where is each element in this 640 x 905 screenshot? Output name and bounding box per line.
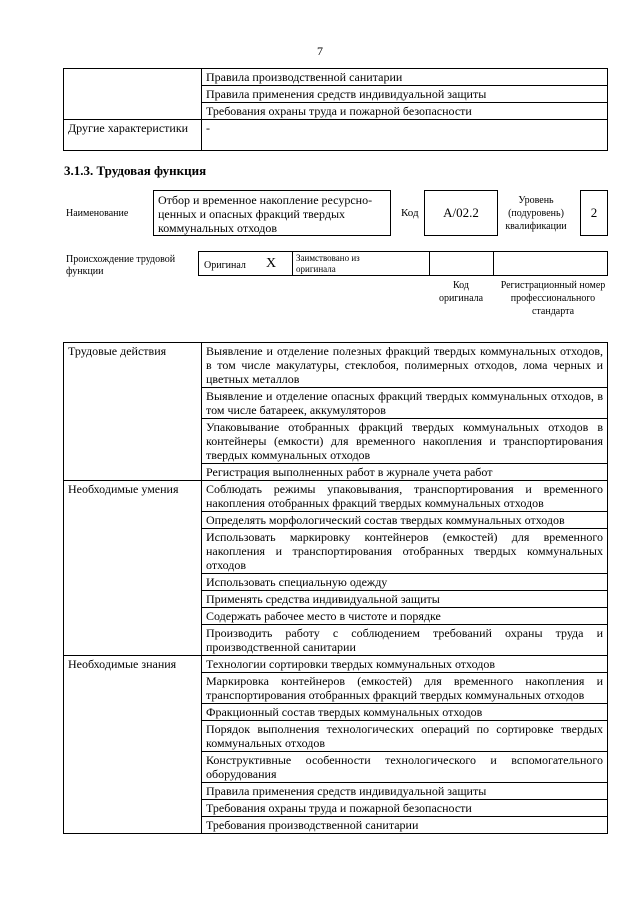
- top-table-row: [64, 69, 608, 86]
- code-label: Код: [401, 207, 419, 219]
- top-table-cell: Требования охраны труда и пожарной безопасности: [202, 103, 608, 120]
- group-item: Использовать маркировку контейнеров (емкостей) для временного накопления и транспортирования отобранных твердых коммунальных отходов: [202, 529, 608, 574]
- group-label: Трудовые действия: [64, 343, 202, 481]
- reg-caption: Регистрационный номер профессионального стандарта: [500, 280, 606, 317]
- top-table-cell: Правила применения средств индивидуальной защиты: [202, 86, 608, 103]
- main-table-row: [64, 481, 608, 512]
- code-value-box: [424, 190, 498, 236]
- group-item: Упаковывание отобранных фракций твердых коммунальных отходов в контейнеры (емкости) для временного накопления и транспортирования твердых коммунальных отходов: [202, 419, 608, 464]
- group-label: Необходимые умения: [64, 481, 202, 656]
- group-item: Использовать специальную одежду: [202, 574, 608, 591]
- main-table-row: [64, 343, 608, 388]
- main-table: [63, 342, 608, 834]
- group-label: Необходимые знания: [64, 656, 202, 834]
- group-item: Соблюдать режимы упаковывания, транспортирования и временного накопления отобранных фракций твердых коммунальных отходов: [202, 481, 608, 512]
- origin-label: Происхождение трудовой функции: [66, 254, 176, 277]
- main-table-row: [64, 656, 608, 673]
- level-label: Уровень (подуровень) квалификации: [505, 195, 567, 232]
- other-characteristics-label: Другие характеристики: [64, 120, 202, 151]
- group-item: Содержать рабочее место в чистоте и порядке: [202, 608, 608, 625]
- other-characteristics-row: [64, 120, 608, 151]
- group-item: Правила применения средств индивидуальной защиты: [202, 783, 608, 800]
- top-table-label-cell: [64, 69, 202, 120]
- top-table-cell: Правила производственной санитарии: [202, 69, 608, 86]
- borrowed-divider: [292, 251, 293, 276]
- section-title: 3.1.3. Трудовая функция: [64, 163, 207, 178]
- original-mark: X: [266, 256, 277, 271]
- top-table: [63, 68, 608, 151]
- group-item: Требования охраны труда и пожарной безопасности: [202, 800, 608, 817]
- group-item: Производить работу с соблюдением требований охраны труда и производственной санитарии: [202, 625, 608, 656]
- group-item: Выявление и отделение опасных фракций твердых коммунальных отходов, в том числе батареек, аккумуляторов: [202, 388, 608, 419]
- name-label: Наименование: [66, 208, 129, 219]
- group-item: Фракционный состав твердых коммунальных отходов: [202, 704, 608, 721]
- other-characteristics-value: -: [202, 120, 608, 151]
- page-number: 7: [317, 44, 323, 58]
- group-item: Требования производственной санитарии: [202, 817, 608, 834]
- group-item: Маркировка контейнеров (емкостей) для временного накопления и транспортирования отобранных фракций твердых коммунальных отходов: [202, 673, 608, 704]
- code-caption: Код оригинала: [438, 280, 484, 304]
- origin-row: [198, 251, 608, 276]
- group-item: Определять морфологический состав твердых коммунальных отходов: [202, 512, 608, 529]
- group-item: Конструктивные особенности технологического и вспомогательного оборудования: [202, 752, 608, 783]
- level-value-box: [580, 190, 608, 236]
- name-value: Отбор и временное накопление ресурсно-ценных и опасных фракций твердых коммунальных отходов: [158, 193, 373, 235]
- borrowed-label: Заимствовано из оригинала: [296, 253, 360, 274]
- group-item: Выявление и отделение полезных фракций твердых коммунальных отходов, в том числе макулатуры, стеклобоя, полимерных отходов, лома черных и цветных металлов: [202, 343, 608, 388]
- group-item: Применять средства индивидуальной защиты: [202, 591, 608, 608]
- code-value: A/02.2: [443, 205, 479, 220]
- group-item: Технологии сортировки твердых коммунальных отходов: [202, 656, 608, 673]
- name-value-box: [153, 190, 391, 236]
- group-item: Порядок выполнения технологических операций по сортировке твердых коммунальных отходов: [202, 721, 608, 752]
- borrowed-code-divider: [429, 251, 430, 276]
- group-item: Регистрация выполненных работ в журнале учета работ: [202, 464, 608, 481]
- level-value: 2: [590, 205, 598, 220]
- original-label: Оригинал: [204, 260, 246, 271]
- reg-divider: [493, 251, 494, 276]
